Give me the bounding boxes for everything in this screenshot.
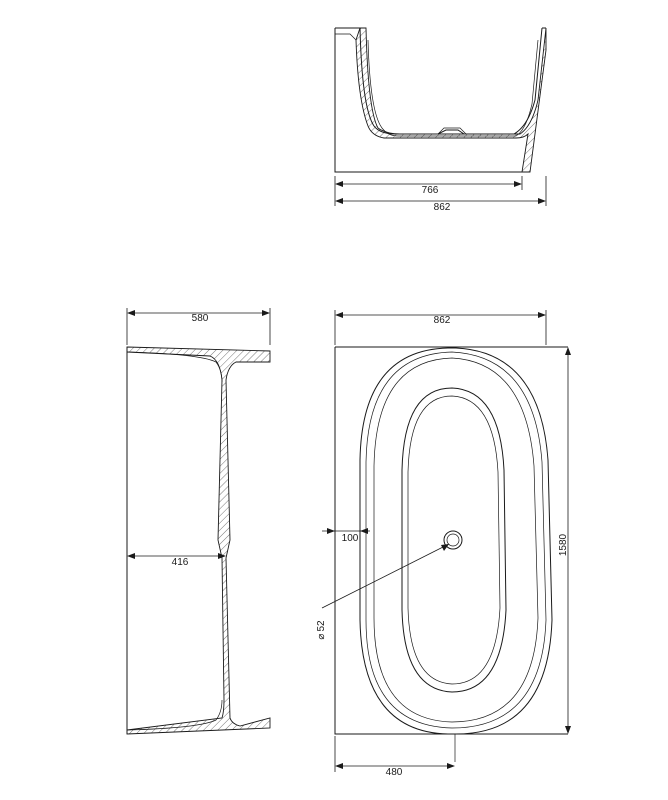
tub-outer-rim <box>360 348 552 734</box>
dim-label-416: 416 <box>171 557 189 568</box>
dim-label-100: 100 <box>341 533 359 544</box>
dim-wall-offset <box>322 528 370 544</box>
dim-label-diameter-52: ⌀52 <box>316 620 327 640</box>
dim-inner-length <box>335 176 522 206</box>
dim-drain-diameter <box>316 544 449 640</box>
left-wall-section <box>356 28 546 172</box>
side-section-view <box>127 347 270 734</box>
dim-label-580: 580 <box>191 313 209 324</box>
dim-waist-width <box>127 553 226 568</box>
dim-label-862-plan: 862 <box>433 315 451 326</box>
dim-plan-top-length <box>335 310 546 345</box>
dim-label-480: 480 <box>385 767 403 778</box>
plan-view <box>335 347 568 762</box>
dim-label-1580: 1580 <box>558 533 569 557</box>
dim-label-766: 766 <box>421 185 439 196</box>
dim-overall-height <box>558 347 571 734</box>
dim-label-862-section: 862 <box>433 202 451 213</box>
side-wall-section <box>127 347 270 734</box>
dim-top-width <box>127 308 270 345</box>
section-view <box>335 28 546 172</box>
dim-drain-position <box>335 736 455 778</box>
tub-inner-basin <box>402 388 506 692</box>
